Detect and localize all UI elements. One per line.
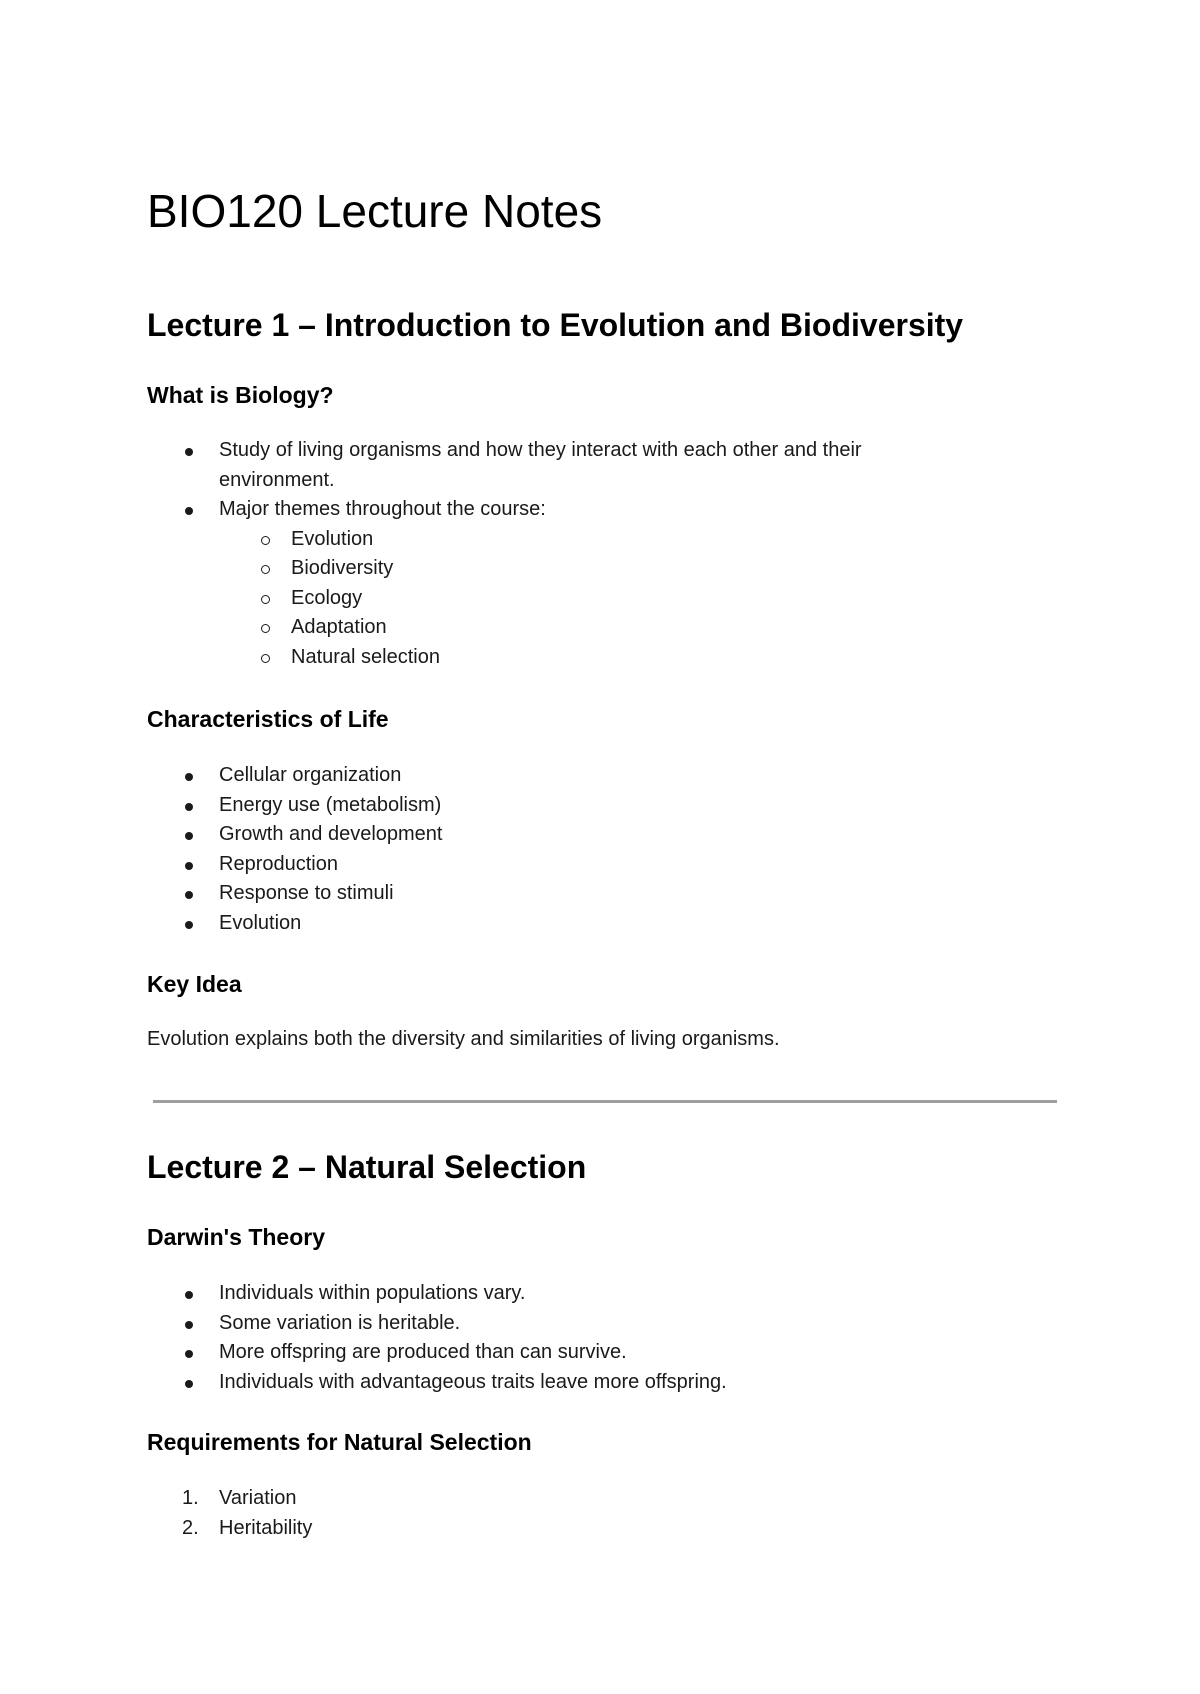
- list-item-text: Variation: [219, 1487, 297, 1509]
- list-item-text: Individuals within populations vary.: [219, 1282, 526, 1304]
- list-item-text: Cellular organization: [219, 764, 402, 786]
- list-item-text: Heritability: [219, 1516, 313, 1539]
- bullet-icon: [185, 862, 193, 870]
- sublist-item-text: Biodiversity: [291, 557, 394, 579]
- list-item-text: More offspring are produced than can survive.: [219, 1341, 627, 1363]
- sublist-item: [219, 643, 1067, 673]
- bullet-icon: [185, 832, 193, 840]
- list-item-text: Energy use (metabolism): [219, 793, 442, 816]
- bullet-icon: [185, 448, 193, 456]
- bullet-icon: [185, 1291, 193, 1299]
- list-number: 1.: [182, 1487, 199, 1509]
- requirements-list: [147, 1484, 1067, 1543]
- document-title: BIO120 Lecture Notes: [147, 185, 603, 237]
- list-item: [147, 1279, 1067, 1309]
- list-item: [147, 791, 1067, 821]
- darwins-theory-heading: Darwin's Theory: [147, 1224, 326, 1250]
- list-item: [147, 820, 1067, 850]
- bullet-icon: [185, 773, 193, 781]
- list-item: [147, 879, 1067, 909]
- key-idea-heading: Key Idea: [147, 971, 242, 997]
- list-item: [147, 1368, 1067, 1398]
- list-item: [147, 436, 939, 495]
- list-item: [147, 1309, 1067, 1339]
- sublist-item: [219, 584, 1067, 614]
- bullet-icon: [185, 1321, 193, 1329]
- characteristics-heading: Characteristics of Life: [147, 706, 389, 732]
- darwins-theory-list: [147, 1279, 1067, 1397]
- list-item-text: Response to stimuli: [219, 882, 394, 904]
- hollow-bullet-icon: [261, 536, 270, 545]
- hollow-bullet-icon: [261, 624, 270, 633]
- bullet-icon: [185, 507, 193, 515]
- requirements-heading: Requirements for Natural Selection: [147, 1429, 532, 1455]
- bullet-icon: [185, 921, 193, 929]
- list-item: [147, 761, 1067, 791]
- section-divider: [153, 1100, 1057, 1103]
- bullet-icon: [185, 891, 193, 899]
- list-item-text: Reproduction: [219, 852, 338, 875]
- list-number: 2.: [182, 1516, 199, 1539]
- lecture-2-heading: Lecture 2 – Natural Selection: [147, 1149, 587, 1185]
- sublist-item: [219, 554, 1067, 584]
- list-item: [147, 495, 1067, 672]
- list-item-text: Individuals with advantageous traits leave more offspring.: [219, 1370, 727, 1393]
- list-item: [147, 909, 1067, 939]
- sublist-item-text: Adaptation: [291, 616, 387, 638]
- sublist-item: [219, 613, 1067, 643]
- list-item-text: Major themes throughout the course:: [219, 498, 546, 520]
- list-item: [147, 1338, 1067, 1368]
- characteristics-list: [147, 761, 1067, 938]
- list-item-text: Growth and development: [219, 823, 443, 845]
- list-item: [147, 1514, 1067, 1544]
- bullet-icon: [185, 1380, 193, 1388]
- what-is-biology-list: [147, 436, 1067, 672]
- list-item: [147, 850, 1067, 880]
- list-item-text: Evolution: [219, 911, 302, 934]
- sublist-item-text: Evolution: [291, 527, 374, 550]
- sublist-item-text: Ecology: [291, 586, 363, 609]
- sublist-item-text: Natural selection: [291, 645, 440, 668]
- list-item-text: Study of living organisms and how they interact with each other and their environment.: [219, 439, 862, 491]
- lecture-1-heading: Lecture 1 – Introduction to Evolution and Biodiversity: [147, 307, 964, 343]
- what-is-biology-heading: What is Biology?: [147, 382, 334, 408]
- sublist-item: [219, 525, 1067, 555]
- hollow-bullet-icon: [261, 595, 270, 604]
- hollow-bullet-icon: [261, 565, 270, 574]
- bullet-icon: [185, 1350, 193, 1358]
- key-idea-text: Evolution explains both the diversity and similarities of living organisms.: [147, 1028, 780, 1050]
- major-themes-sublist: [219, 525, 1067, 673]
- hollow-bullet-icon: [261, 654, 270, 663]
- list-item-text: Some variation is heritable.: [219, 1311, 461, 1334]
- list-item: [147, 1484, 1067, 1514]
- bullet-icon: [185, 803, 193, 811]
